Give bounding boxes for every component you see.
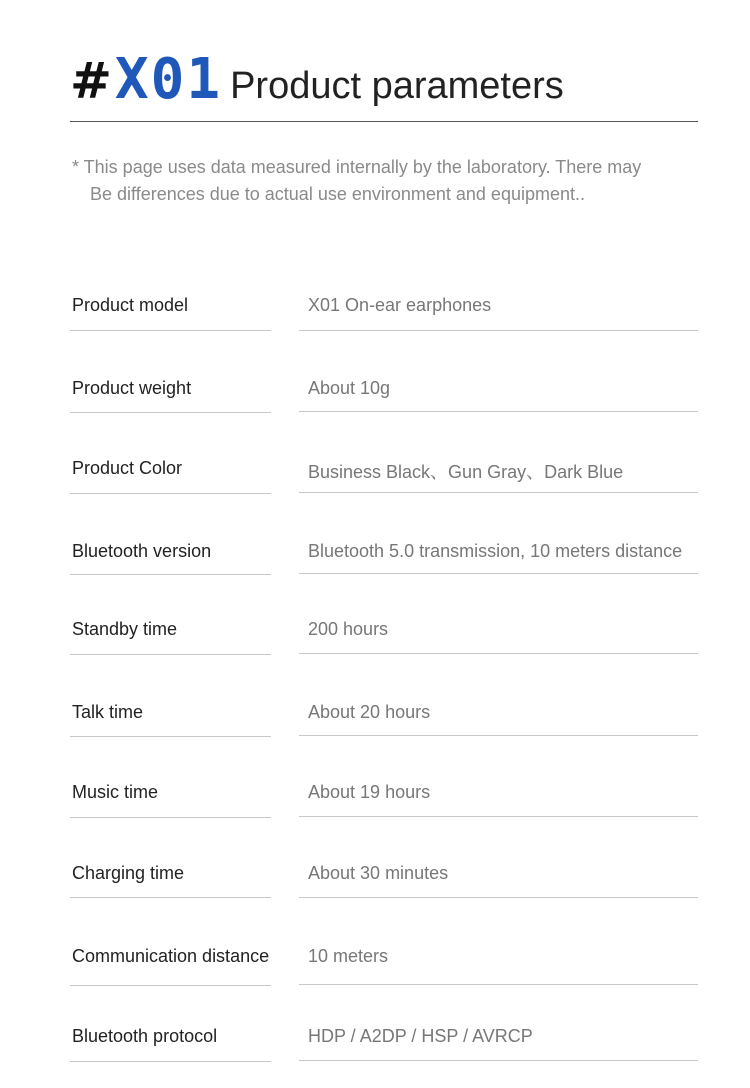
param-row bbox=[70, 378, 698, 418]
row-divider-left bbox=[70, 412, 271, 413]
param-row bbox=[70, 702, 698, 742]
param-row bbox=[70, 946, 698, 986]
param-row bbox=[70, 541, 698, 581]
param-label: Talk time bbox=[72, 702, 144, 722]
param-label: Communication distance bbox=[72, 946, 270, 966]
param-value: 10 meters bbox=[308, 946, 389, 966]
row-divider-left bbox=[70, 1061, 271, 1062]
param-label: Standby time bbox=[72, 619, 178, 639]
row-divider-right bbox=[299, 330, 698, 331]
param-value: About 19 hours bbox=[308, 782, 431, 802]
param-row bbox=[70, 619, 698, 659]
param-value: Business Black、Gun Gray、Dark Blue bbox=[308, 462, 624, 482]
row-divider-left bbox=[70, 330, 271, 331]
param-row bbox=[70, 458, 698, 498]
param-row bbox=[70, 782, 698, 822]
param-label: Charging time bbox=[72, 863, 185, 883]
disclaimer-line-1: * This page uses data measured internally by the laboratory. There may bbox=[72, 157, 642, 177]
row-divider-right bbox=[299, 573, 698, 574]
param-label: Music time bbox=[72, 782, 159, 802]
param-value: About 10g bbox=[308, 378, 391, 398]
row-divider-left bbox=[70, 654, 271, 655]
row-divider-left bbox=[70, 736, 271, 737]
param-value: Bluetooth 5.0 transmission, 10 meters distance bbox=[308, 541, 683, 561]
page-title bbox=[70, 47, 564, 112]
param-label: Product weight bbox=[72, 378, 192, 398]
row-divider-right bbox=[299, 735, 698, 736]
row-divider-right bbox=[299, 1060, 698, 1061]
param-row bbox=[70, 295, 698, 335]
param-value: About 30 minutes bbox=[308, 863, 449, 883]
row-divider-left bbox=[70, 985, 271, 986]
param-label: Bluetooth protocol bbox=[72, 1026, 218, 1046]
title-text: Product parameters bbox=[230, 65, 564, 107]
row-divider-right bbox=[299, 411, 698, 412]
header-divider bbox=[70, 121, 698, 122]
row-divider-right bbox=[299, 492, 698, 493]
model-code: X01 bbox=[114, 47, 223, 112]
param-label: Product Color bbox=[72, 458, 183, 478]
row-divider-left bbox=[70, 817, 271, 818]
page-header bbox=[70, 47, 698, 122]
disclaimer-note bbox=[72, 154, 712, 208]
row-divider-right bbox=[299, 984, 698, 985]
param-value: HDP / A2DP / HSP / AVRCP bbox=[308, 1026, 533, 1046]
row-divider-left bbox=[70, 897, 271, 898]
param-value: About 20 hours bbox=[308, 702, 431, 722]
row-divider-right bbox=[299, 897, 698, 898]
row-divider-right bbox=[299, 816, 698, 817]
param-row bbox=[70, 863, 698, 903]
row-divider-right bbox=[299, 653, 698, 654]
row-divider-left bbox=[70, 574, 271, 575]
disclaimer-line-2: Be differences due to actual use environment and equipment.. bbox=[90, 184, 585, 204]
param-value: X01 On-ear earphones bbox=[308, 295, 492, 315]
param-label: Bluetooth version bbox=[72, 541, 212, 561]
param-value: 200 hours bbox=[308, 619, 389, 639]
param-label: Product model bbox=[72, 295, 189, 315]
hash-symbol: # bbox=[70, 52, 113, 110]
row-divider-left bbox=[70, 493, 271, 494]
param-row bbox=[70, 1026, 698, 1066]
